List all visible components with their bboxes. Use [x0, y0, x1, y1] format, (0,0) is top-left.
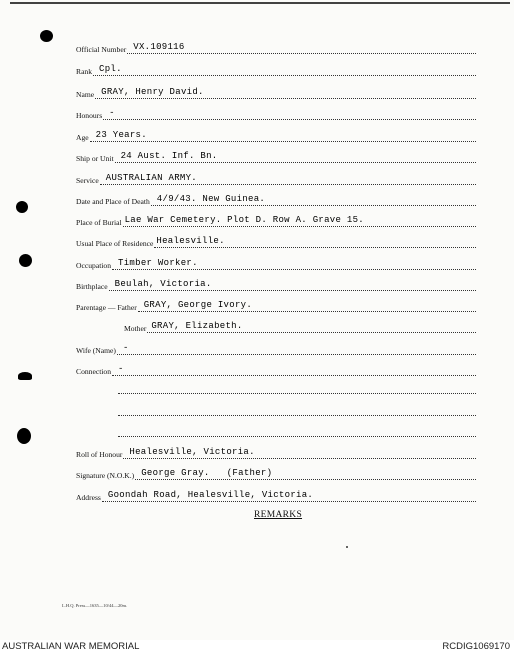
- punch-hole: [19, 254, 32, 267]
- archive-footer: [0, 640, 514, 654]
- mother-value: GRAY, Elizabeth.: [151, 321, 243, 331]
- death-value: 4/9/43. New Guinea.: [156, 194, 266, 204]
- field-wife: Wife (Name) -: [76, 341, 476, 355]
- field-place-of-burial: Place of Burial Lae War Cemetery. Plot D. Row A. Grave 15.: [76, 213, 476, 227]
- field-mother: Mother GRAY, Elizabeth.: [124, 319, 476, 333]
- field-name: Name GRAY, Henry David.: [76, 85, 476, 99]
- birthplace-value: Beulah, Victoria.: [114, 279, 212, 289]
- field-official-number: Official Number VX.109116: [76, 40, 476, 54]
- connection-value: -: [118, 364, 124, 374]
- rank-value: Cpl.: [99, 64, 122, 74]
- address-value: Goondah Road, Healesville, Victoria.: [107, 490, 314, 500]
- field-roll-of-honour: Roll of Honour Healesville, Victoria.: [76, 445, 476, 459]
- field-connection: Connection -: [76, 362, 476, 376]
- field-age: Age 23 Years.: [76, 128, 476, 142]
- wife-value: -: [122, 343, 129, 353]
- punch-hole: [18, 372, 32, 380]
- punch-hole: [17, 428, 31, 444]
- field-honours: Honours -: [76, 106, 476, 120]
- field-occupation: Occupation Timber Worker.: [76, 256, 476, 270]
- field-signature: Signature (N.O.K.) George Gray. (Father): [76, 466, 476, 480]
- field-birthplace: Birthplace Beulah, Victoria.: [76, 277, 476, 291]
- field-address: Address Goondah Road, Healesville, Victoria.: [76, 488, 476, 502]
- archive-name: AUSTRALIAN WAR MEMORIAL: [2, 641, 140, 652]
- blank-line: [118, 435, 476, 437]
- ink-speck: [346, 546, 348, 548]
- blank-line: [118, 414, 476, 416]
- service-value: AUSTRALIAN ARMY.: [105, 173, 197, 183]
- age-value: 23 Years.: [95, 130, 147, 140]
- field-date-place-of-death: Date and Place of Death 4/9/43. New Guinea.: [76, 192, 476, 206]
- punch-hole: [40, 30, 53, 42]
- field-service: Service AUSTRALIAN ARMY.: [76, 171, 476, 185]
- top-border-line: [10, 2, 510, 4]
- blank-line: [118, 392, 476, 394]
- field-father: Parentage — Father GRAY, George Ivory.: [76, 298, 476, 312]
- printer-footnote: L.H.Q. Press—1635—10/44—20m.: [62, 603, 128, 608]
- official-number-value: VX.109116: [133, 42, 185, 52]
- burial-value: Lae War Cemetery. Plot D. Row A. Grave 15.: [124, 215, 364, 225]
- honours-value: -: [109, 108, 115, 118]
- field-usual-residence: Usual Place of Residence Healesville.: [76, 234, 476, 248]
- residence-value: Healesville.: [156, 236, 225, 246]
- roll-of-honour-value: Healesville, Victoria.: [129, 447, 255, 457]
- punch-hole: [16, 201, 28, 213]
- archive-reference: RCDIG1069170: [442, 641, 510, 652]
- unit-value: 24 Aust. Inf. Bn.: [120, 151, 218, 161]
- remarks-heading: REMARKS: [254, 510, 303, 520]
- father-value: GRAY, George Ivory.: [143, 300, 253, 310]
- signature-value: George Gray. (Father): [141, 468, 273, 478]
- occupation-value: Timber Worker.: [118, 258, 198, 268]
- name-value: GRAY, Henry David.: [101, 87, 204, 97]
- field-rank: Rank Cpl.: [76, 62, 476, 76]
- field-ship-or-unit: Ship or Unit 24 Aust. Inf. Bn.: [76, 149, 476, 163]
